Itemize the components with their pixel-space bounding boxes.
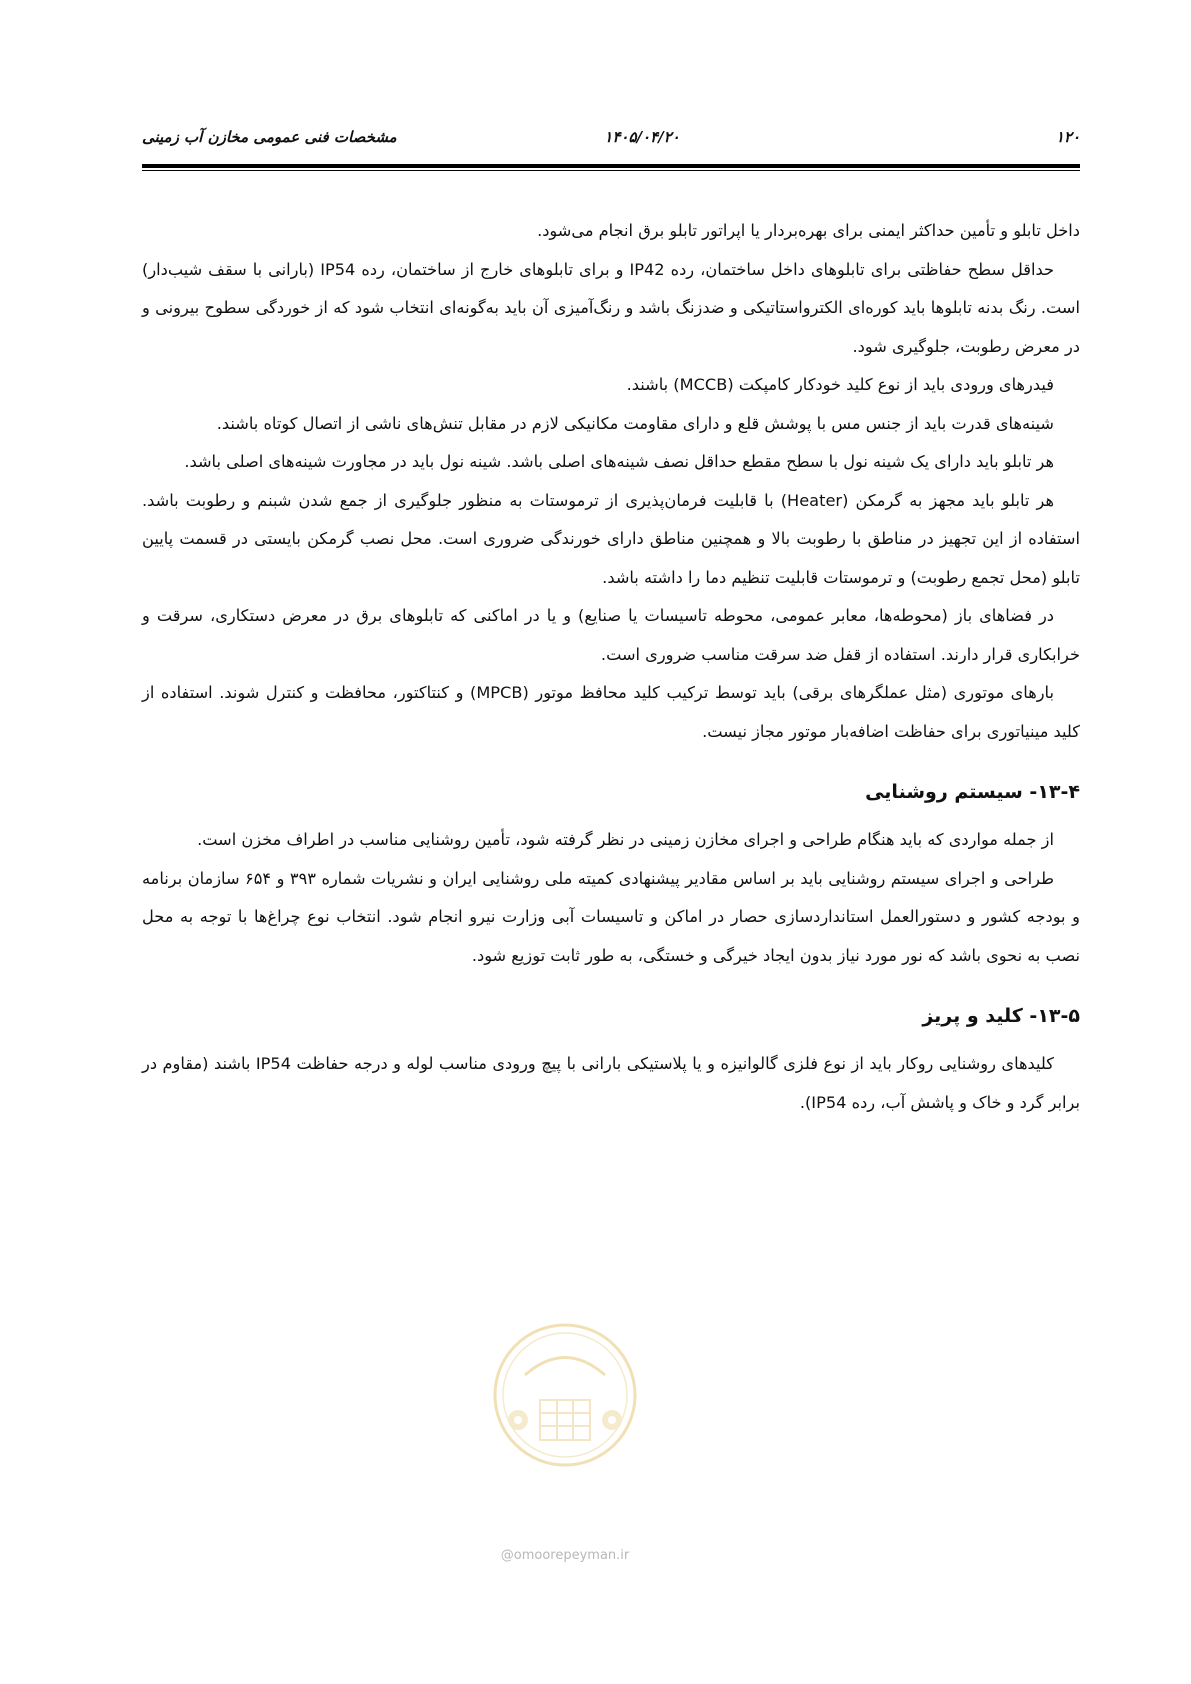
paragraph-switches: کلیدهای روشنایی روکار باید از نوع فلزی گالوانیزه و یا پلاستیکی بارانی با پیچ ورودی مناسب لوله و درجه حفاظت IP54 باشند (مقاوم در برابر گرد و خاک و پاشش آب، رده IP54). bbox=[142, 1054, 1080, 1112]
paragraph-motor-loads: بارهای موتوری (مثل عملگرهای برقی) باید توسط ترکیب کلید محافظ موتور (MPCB) و کنتاکتور، محافظت و کنترل شوند. استفاده از کلید مینیاتوری برای حفاظت اضافه‌بار موتور مجاز نیست. bbox=[142, 683, 1080, 741]
watermark-logo bbox=[490, 1320, 640, 1470]
paragraph-neutral-bus: هر تابلو باید دارای یک شینه نول با سطح مقطع حداقل نصف شینه‌های اصلی باشد. شینه نول باید در مجاورت شینه‌های اصلی باشد. bbox=[184, 452, 1054, 471]
paragraph-lighting-intro: از جمله مواردی که باید هنگام طراحی و اجرای مخازن زمینی در نظر گرفته شود، تأمین روشنایی مناسب در اطراف مخزن است. bbox=[197, 830, 1054, 849]
section-heading-switch-socket: ۱۳-۵- کلید و پریز bbox=[922, 1005, 1080, 1027]
paragraph-lighting-design: طراحی و اجرای سیستم روشنایی باید بر اساس مقادیر پیشنهادی کمیته ملی روشنایی ایران و نشریات شماره ۳۹۳ و ۶۵۴ سازمان برنامه و بودجه کشور و دستورالعمل استانداردسازی حصار در اماکن و تاسیسات آبی وزارت نیرو انجام شود. انتخاب نوع چراغ‌ها با توجه به محل نصب به نحوی باشد که نور مورد نیاز بدون ایجاد خیرگی و خستگی، به طور ثابت توزیع شود. bbox=[142, 868, 1080, 965]
page-header bbox=[142, 128, 1080, 154]
section-heading-lighting: ۱۳-۴- سیستم روشنایی bbox=[865, 781, 1080, 803]
header-rule-thin bbox=[142, 170, 1080, 171]
header-rule-thick bbox=[142, 164, 1080, 168]
header-date: ۱۴۰۵/۰۴/۲۰ bbox=[604, 128, 680, 146]
paragraph-open-spaces: در فضاهای باز (محوطه‌ها، معابر عمومی، محوطه تاسیسات یا صنایع) و یا در اماکنی که تابلوهای برق در معرض دستکاری، سرقت و خرابکاری قرار دارند. استفاده از قفل ضد سرقت مناسب ضروری است. bbox=[142, 606, 1080, 664]
watermark-url: @omoorepeyman.ir bbox=[500, 1548, 630, 1563]
paragraph-continued: داخل تابلو و تأمین حداکثر ایمنی برای بهره‌بردار یا اپراتور تابلو برق انجام می‌شود. bbox=[537, 221, 1080, 240]
paragraph-busbars: شینه‌های قدرت باید از جنس مس با پوشش قلع و دارای مقاومت مکانیکی لازم در مقابل تنش‌های ناشی از اتصال کوتاه باشند. bbox=[216, 413, 1054, 433]
paragraph-protection-level: حداقل سطح حفاظتی برای تابلوهای داخل ساختمان، رده IP42 و برای تابلوهای خارج از ساختمان، رده IP54 (بارانی با سقف شیب‌دار) است. رنگ بدنه تابلوها باید کوره‌ای الکترواستاتیکی و ضدزنگ باشد و رنگ‌آمیزی آن باید به‌گونه‌ای انتخاب شود که از خوردگی سطوح بیرونی و در معرض رطوبت، جلوگیری شود. bbox=[142, 259, 1080, 356]
paragraph-feeders: فیدرهای ورودی باید از نوع کلید خودکار کامپکت (MCCB) باشند. bbox=[626, 375, 1054, 394]
paragraph-heater: هر تابلو باید مجهز به گرمکن (Heater) با قابلیت فرمان‌پذیری از ترموستات به منظور جلوگیری از جمع شدن شبنم و رطوبت باشد. استفاده از این تجهیز در مناطق با رطوبت بالا و همچنین مناطق دارای خورندگی ضروری است. محل نصب گرمکن بایستی در قسمت پایین تابلو (محل تجمع رطوبت) و ترموستات قابلیت تنظیم دما را داشته باشد. bbox=[142, 490, 1080, 587]
header-title: مشخصات فنی عمومی مخازن آب زمینی bbox=[142, 128, 397, 146]
page-number: ۱۲۰ bbox=[1055, 128, 1080, 146]
body-text bbox=[142, 212, 1080, 1122]
